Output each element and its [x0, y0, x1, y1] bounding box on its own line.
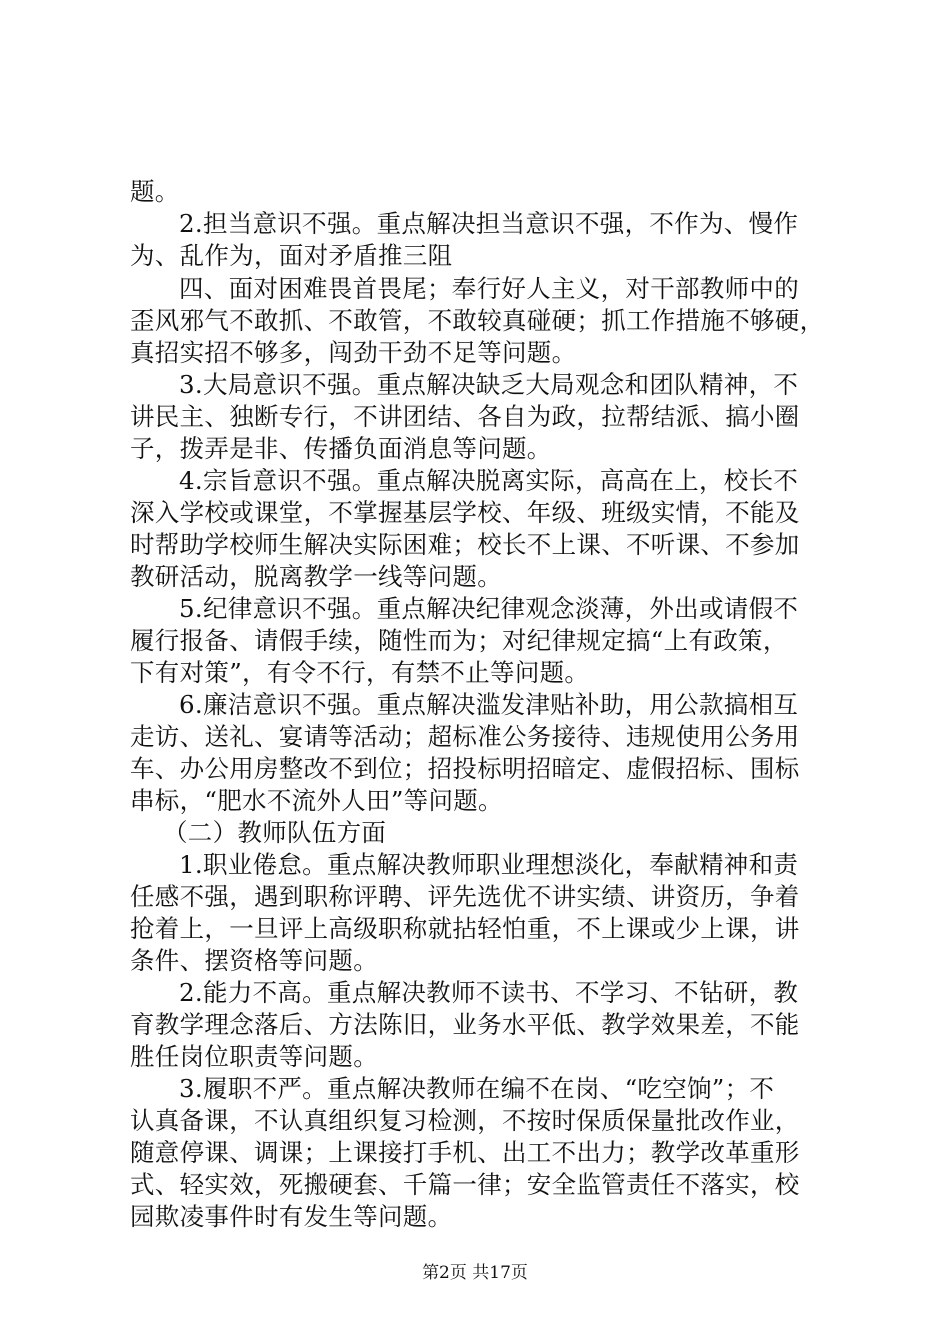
text-line: 走访、送礼、宴请等活动；超标准公务接待、违规使用公务用 [130, 722, 800, 751]
text-line: 讲民主、独断专行，不讲团结、各自为政，拉帮结派、搞小圈 [130, 402, 800, 431]
text-line: 5.纪律意识不强。重点解决纪律观念淡薄，外出或请假不 [179, 594, 799, 623]
page-number-footer: 第2页 共17页 [422, 1263, 528, 1283]
text-line: 随意停课、调课；上课接打手机、出工不出力；教学改革重形 [130, 1138, 800, 1167]
text-line: 认真备课，不认真组织复习检测，不按时保质保量批改作业， [130, 1106, 800, 1135]
text-line: 串标，“肥水不流外人田”等问题。 [130, 786, 503, 815]
text-line: 任感不强，遇到职称评聘、评先选优不讲实绩、讲资历，争着 [130, 882, 800, 911]
text-line: 2.担当意识不强。重点解决担当意识不强，不作为、慢作 [179, 209, 799, 238]
text-line: 3.大局意识不强。重点解决缺乏大局观念和团队精神，不 [179, 370, 799, 399]
text-line: 3.履职不严。重点解决教师在编不在岗、“吃空饷”；不 [179, 1074, 775, 1103]
text-line: 履行报备、请假手续，随性而为；对纪律规定搞“上有政策， [130, 626, 788, 655]
text-line: 6.廉洁意识不强。重点解决滥发津贴补助，用公款搞相互 [179, 690, 799, 719]
text-line: 2.能力不高。重点解决教师不读书、不学习、不钻研，教 [179, 978, 799, 1007]
section-heading: （二）教师队伍方面 [163, 818, 387, 847]
text-line: 题。 [130, 177, 180, 206]
text-line: 抢着上，一旦评上高级职称就拈轻怕重，不上课或少上课，讲 [130, 914, 800, 943]
text-line: 式、轻实效，死搬硬套、千篇一律；安全监管责任不落实，校 [130, 1170, 800, 1199]
text-line: 教研活动，脱离教学一线等问题。 [130, 562, 502, 591]
text-line: 4.宗旨意识不强。重点解决脱离实际，高高在上，校长不 [179, 466, 799, 495]
text-line: 1.职业倦怠。重点解决教师职业理想淡化，奉献精神和责 [179, 850, 799, 879]
text-line: 车、办公用房整改不到位；招投标明招暗定、虚假招标、围标 [130, 754, 800, 783]
text-line: 深入学校或课堂，不掌握基层学校、年级、班级实情，不能及 [130, 498, 800, 527]
text-line: 子，拨弄是非、传播负面消息等问题。 [130, 434, 552, 463]
text-line: 育教学理念落后、方法陈旧，业务水平低、教学效果差，不能 [130, 1010, 800, 1039]
text-line: 园欺凌事件时有发生等问题。 [130, 1202, 453, 1231]
text-line: 歪风邪气不敢抓、不敢管，不敢较真碰硬；抓工作措施不够硬， [130, 306, 825, 335]
text-line: 四、面对困难畏首畏尾；奉行好人主义，对干部教师中的 [179, 274, 799, 303]
text-line: 为、乱作为，面对矛盾推三阻 [130, 241, 453, 270]
text-line: 胜任岗位职责等问题。 [130, 1042, 378, 1071]
text-line: 真招实招不够多，闯劲干劲不足等问题。 [130, 338, 577, 367]
text-line: 时帮助学校师生解决实际困难；校长不上课、不听课、不参加 [130, 530, 800, 559]
text-line: 下有对策”，有令不行，有禁不止等问题。 [130, 658, 590, 687]
text-line: 条件、摆资格等问题。 [130, 946, 378, 975]
